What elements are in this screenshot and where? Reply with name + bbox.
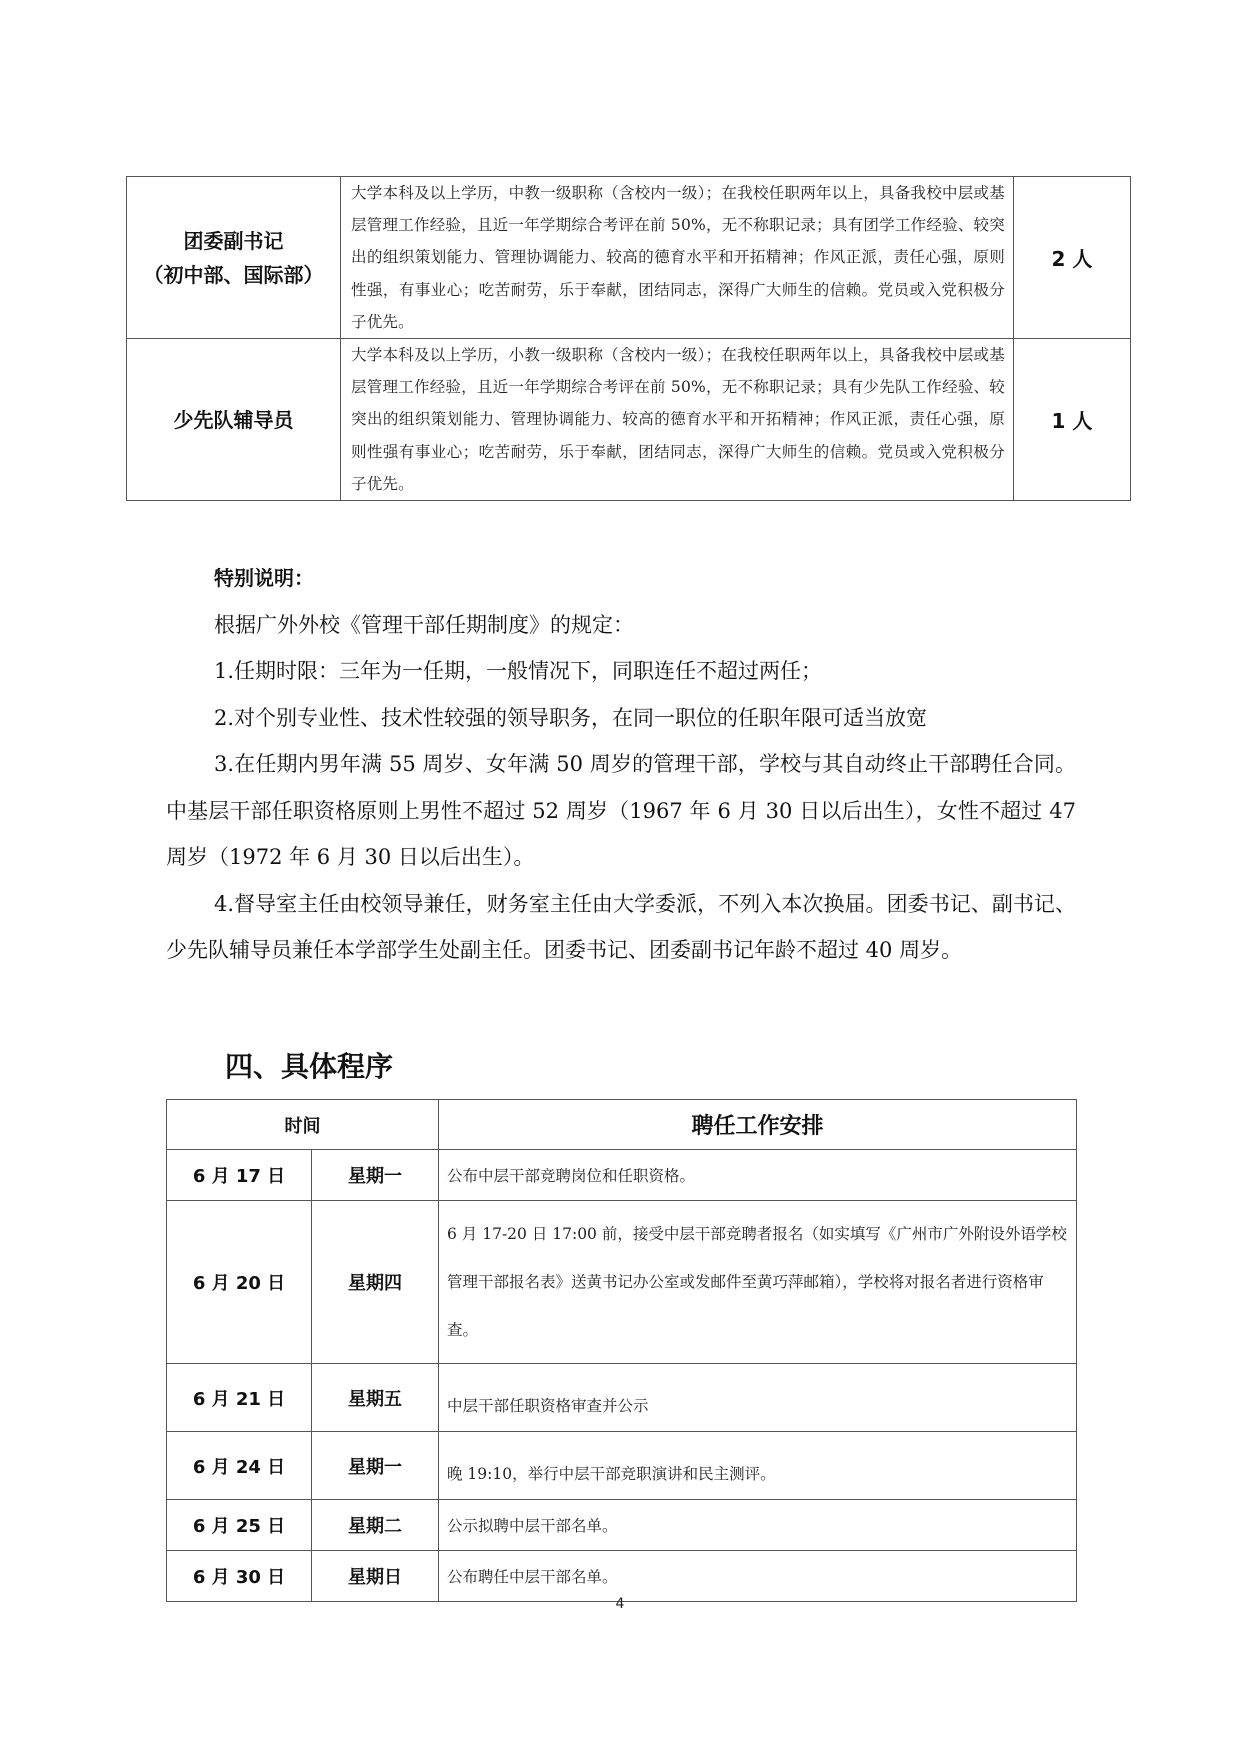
schedule-header-row xyxy=(167,1100,1077,1150)
schedule-row xyxy=(167,1201,1077,1364)
schedule-table xyxy=(166,1099,1077,1602)
schedule-date: 6 月 30 日 xyxy=(167,1551,312,1602)
position-requirements: 大学本科及以上学历，小教一级职称（含校内一级）；在我校任职两年以上，具备我校中层或基层管理工作经验，且近一年学期综合考评在前 50%，无不称职记录；具有少先队工作经验、较突出的组织策划能力、管理协调能力、较高的德育水平和开拓精神；作风正派，责任心强，原则性强有事业心；吃苦耐劳，乐于奉献，团结同志，深得广大师生的信赖。党员或入党积极分子优先。 xyxy=(341,339,1014,501)
schedule-date: 6 月 20 日 xyxy=(167,1201,312,1364)
notes-intro: 根据广外外校《管理干部任期制度》的规定： xyxy=(214,612,634,637)
schedule-weekday: 星期一 xyxy=(312,1150,439,1201)
schedule-task: 中层干部任职资格审查并公示 xyxy=(439,1364,1077,1432)
schedule-weekday: 星期五 xyxy=(312,1364,439,1432)
position-row xyxy=(127,339,1131,501)
position-count: 1 人 xyxy=(1014,339,1131,501)
schedule-task: 6 月 17-20 日 17:00 前，接受中层干部竞聘者报名（如实填写《广州市广外附设外语学校管理干部报名表》送黄书记办公室或发邮件至黄巧萍邮箱），学校将对报名者进行资格审查。 xyxy=(439,1201,1077,1364)
position-count: 2 人 xyxy=(1014,177,1131,339)
schedule-task: 公示拟聘中层干部名单。 xyxy=(439,1500,1077,1551)
schedule-task: 晚 19:10，举行中层干部竞职演讲和民主测评。 xyxy=(439,1432,1077,1500)
position-name: 少先队辅导员 xyxy=(173,407,294,432)
schedule-weekday: 星期日 xyxy=(312,1551,439,1602)
schedule-date: 6 月 17 日 xyxy=(167,1150,312,1201)
schedule-date: 6 月 25 日 xyxy=(167,1500,312,1551)
position-name-cell xyxy=(127,177,341,339)
schedule-weekday: 星期二 xyxy=(312,1500,439,1551)
schedule-row xyxy=(167,1150,1077,1201)
schedule-row xyxy=(167,1432,1077,1500)
schedule-weekday: 星期一 xyxy=(312,1432,439,1500)
position-scope: （初中部、国际部） xyxy=(143,262,324,287)
notes-title: 特别说明： xyxy=(214,566,314,590)
header-time: 时间 xyxy=(167,1100,439,1150)
schedule-task: 公布聘任中层干部名单。 xyxy=(439,1551,1077,1602)
positions-table xyxy=(126,176,1131,501)
schedule-date: 6 月 21 日 xyxy=(167,1364,312,1432)
position-name: 团委副书记 xyxy=(183,228,284,253)
page-number: 4 xyxy=(615,1596,625,1612)
schedule-row xyxy=(167,1500,1077,1551)
note-item: 3.在任期内男年满 55 周岁、女年满 50 周岁的管理干部，学校与其自动终止干部聘任合同。中基层干部任职资格原则上男性不超过 52 周岁（1967 年 6 月 30 日以后出生），女性不超过 47 周岁（1972 年 6 月 30 日以后出生）。 xyxy=(166,752,1076,869)
position-row xyxy=(127,177,1131,339)
schedule-date: 6 月 24 日 xyxy=(167,1432,312,1500)
schedule-task: 公布中层干部竞聘岗位和任职资格。 xyxy=(439,1150,1077,1201)
note-item: 4.督导室主任由校领导兼任，财务室主任由大学委派，不列入本次换届。团委书记、副书记、少先队辅导员兼任本学部学生处副主任。团委书记、团委副书记年龄不超过 40 周岁。 xyxy=(166,891,1076,962)
special-notes xyxy=(166,555,1076,974)
note-item: 2.对个别专业性、技术性较强的领导职务，在同一职位的任职年限可适当放宽 xyxy=(214,705,928,730)
header-plan: 聘任工作安排 xyxy=(439,1100,1077,1150)
section-heading: 四、具体程序 xyxy=(225,1050,394,1083)
position-requirements: 大学本科及以上学历，中教一级职称（含校内一级）；在我校任职两年以上，具备我校中层或基层管理工作经验，且近一年学期综合考评在前 50%，无不称职记录；具有团学工作经验、较突出的组织策划能力、管理协调能力、较高的德育水平和开拓精神；作风正派，责任心强，原则性强，有事业心；吃苦耐劳，乐于奉献，团结同志，深得广大师生的信赖。党员或入党积极分子优先。 xyxy=(341,177,1014,339)
schedule-row xyxy=(167,1551,1077,1602)
schedule-weekday: 星期四 xyxy=(312,1201,439,1364)
note-item: 1.任期时限：三年为一任期，一般情况下，同职连任不超过两任； xyxy=(214,659,823,683)
position-name-cell xyxy=(127,339,341,501)
schedule-row xyxy=(167,1364,1077,1432)
